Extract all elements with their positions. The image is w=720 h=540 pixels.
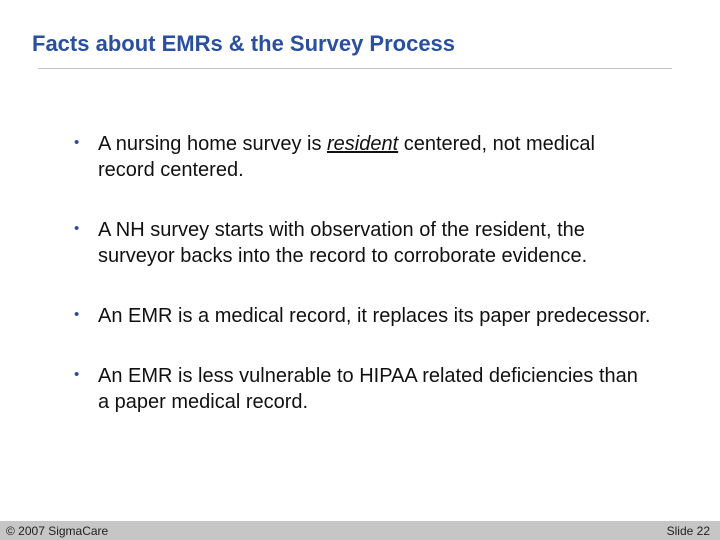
bullet-marker: • <box>74 366 80 383</box>
bullet-text-2: A NH survey starts with observation of the resident, the surveyor backs into the record to corroborate evidence. <box>98 219 588 267</box>
bullet-text-1-start: A nursing home survey is <box>98 133 327 155</box>
bullet-text-4: An EMR is less vulnerable to HIPAA related deficiencies than a paper medical record. <box>98 365 638 413</box>
bullet-list <box>74 131 654 415</box>
footer-bar <box>0 521 720 540</box>
bullet-item-1 <box>74 131 654 183</box>
footer-copyright: © 2007 SigmaCare <box>6 524 109 538</box>
bullet-item-4 <box>74 363 654 415</box>
slide-title: Facts about EMRs & the Survey Process <box>32 31 456 56</box>
bullet-marker: • <box>74 306 80 323</box>
bullet-marker: • <box>74 220 80 237</box>
bullet-item-2 <box>74 217 654 269</box>
title-divider <box>38 68 672 69</box>
bullet-text-1 <box>98 133 595 181</box>
bullet-text-3: An EMR is a medical record, it replaces its paper predecessor. <box>98 305 651 327</box>
bullet-text-1-emphasis: resident <box>327 133 399 155</box>
bullet-marker: • <box>74 134 80 151</box>
bullet-item-3 <box>74 303 654 329</box>
bullet-text-1-end: centered, not medical record centered. <box>98 133 595 181</box>
slide-number: Slide 22 <box>666 524 710 538</box>
